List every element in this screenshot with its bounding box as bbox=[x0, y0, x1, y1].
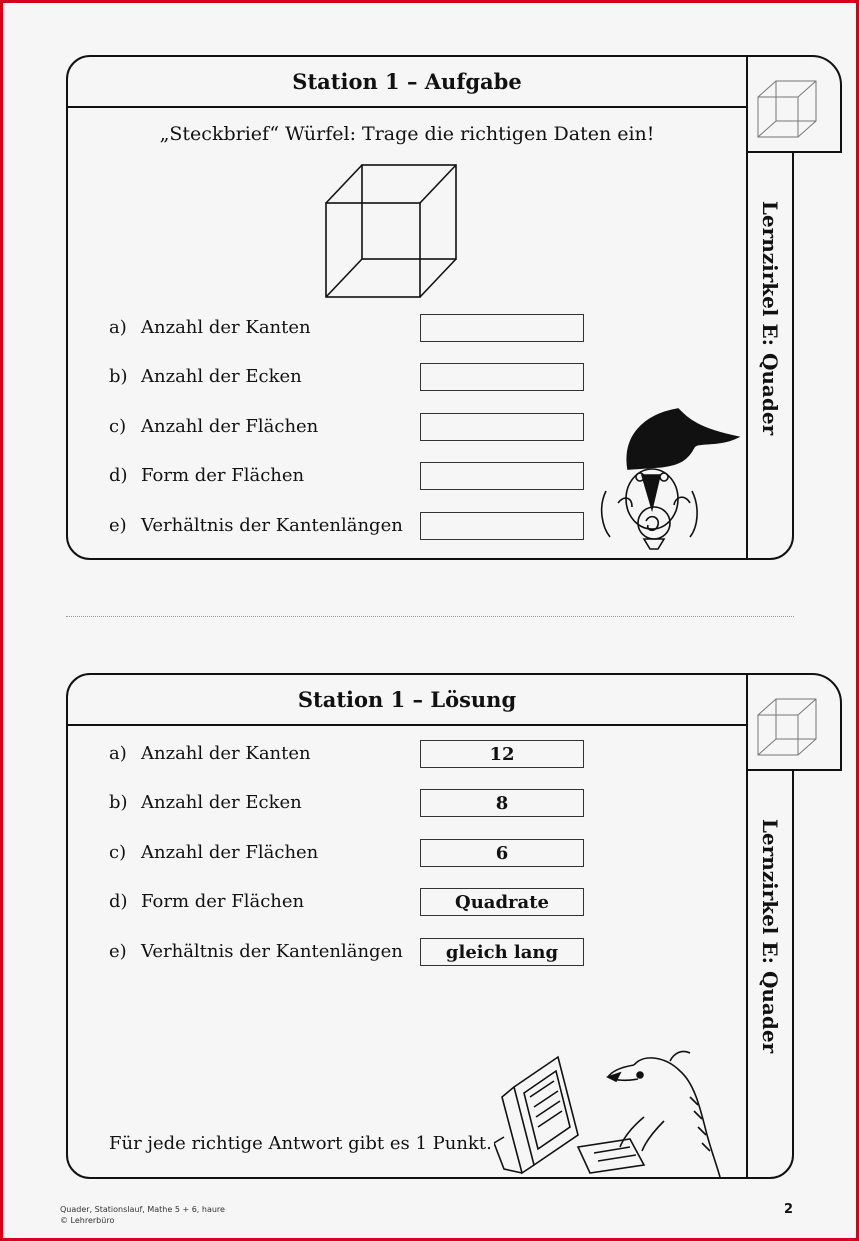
row-letter: c) bbox=[109, 842, 127, 863]
row-letter: b) bbox=[109, 366, 128, 387]
row-a bbox=[109, 314, 589, 344]
answer-box[interactable] bbox=[420, 413, 584, 441]
page-number: 2 bbox=[784, 1202, 794, 1217]
row-letter: c) bbox=[109, 416, 127, 437]
row-c bbox=[109, 839, 589, 869]
side-label: Lernzirkel E: Quader bbox=[758, 818, 783, 1054]
row-label: Anzahl der Ecken bbox=[141, 366, 302, 387]
row-letter: b) bbox=[109, 792, 128, 813]
footer-line1: Quader, Stationslauf, Mathe 5 + 6, haure bbox=[60, 1205, 225, 1214]
row-b bbox=[109, 789, 589, 819]
cube-icon bbox=[756, 697, 820, 761]
row-d bbox=[109, 462, 589, 492]
row-letter: e) bbox=[109, 941, 127, 962]
footer-line2: © Lehrerbüro bbox=[60, 1216, 115, 1225]
row-c bbox=[109, 413, 589, 443]
row-label: Anzahl der Kanten bbox=[141, 317, 311, 338]
instruction-text: „Steckbrief“ Würfel: Trage die richtigen Daten ein! bbox=[159, 123, 655, 145]
mouse-computer-illustration bbox=[494, 1047, 744, 1179]
answer-box[interactable] bbox=[420, 462, 584, 490]
answer-box: 12 bbox=[420, 740, 584, 768]
row-a bbox=[109, 740, 589, 770]
row-letter: a) bbox=[109, 743, 127, 764]
card-title: Station 1 – Lösung bbox=[68, 675, 746, 726]
answer-box[interactable] bbox=[420, 363, 584, 391]
row-label: Verhältnis der Kantenlängen bbox=[141, 515, 403, 536]
points-note: Für jede richtige Antwort gibt es 1 Punkt. bbox=[109, 1133, 492, 1154]
station-solution-card bbox=[66, 673, 794, 1179]
answer-box: 6 bbox=[420, 839, 584, 867]
cube-illustration bbox=[324, 163, 460, 301]
row-label: Anzahl der Flächen bbox=[141, 842, 319, 863]
row-label: Anzahl der Flächen bbox=[141, 416, 319, 437]
side-label: Lernzirkel E: Quader bbox=[758, 200, 783, 436]
row-label: Verhältnis der Kantenlängen bbox=[141, 941, 403, 962]
answer-box[interactable] bbox=[420, 512, 584, 540]
cut-line bbox=[66, 616, 794, 617]
answer-box[interactable] bbox=[420, 314, 584, 342]
cube-icon bbox=[756, 79, 820, 143]
answer-box: Quadrate bbox=[420, 888, 584, 916]
row-label: Form der Flächen bbox=[141, 891, 305, 912]
row-label: Form der Flächen bbox=[141, 465, 305, 486]
row-b bbox=[109, 363, 589, 393]
row-label: Anzahl der Ecken bbox=[141, 792, 302, 813]
side-tab bbox=[746, 55, 842, 153]
wizard-penguin-illustration bbox=[598, 407, 744, 557]
row-letter: d) bbox=[109, 891, 128, 912]
card-title: Station 1 – Aufgabe bbox=[68, 57, 746, 108]
row-label: Anzahl der Kanten bbox=[141, 743, 311, 764]
row-letter: e) bbox=[109, 515, 127, 536]
answer-box: 8 bbox=[420, 789, 584, 817]
footer-source bbox=[60, 1204, 225, 1226]
row-d bbox=[109, 888, 589, 918]
answer-box: gleich lang bbox=[420, 938, 584, 966]
station-task-card bbox=[66, 55, 794, 560]
row-letter: a) bbox=[109, 317, 127, 338]
side-tab bbox=[746, 673, 842, 771]
row-e bbox=[109, 512, 589, 542]
row-e bbox=[109, 938, 589, 968]
row-letter: d) bbox=[109, 465, 128, 486]
